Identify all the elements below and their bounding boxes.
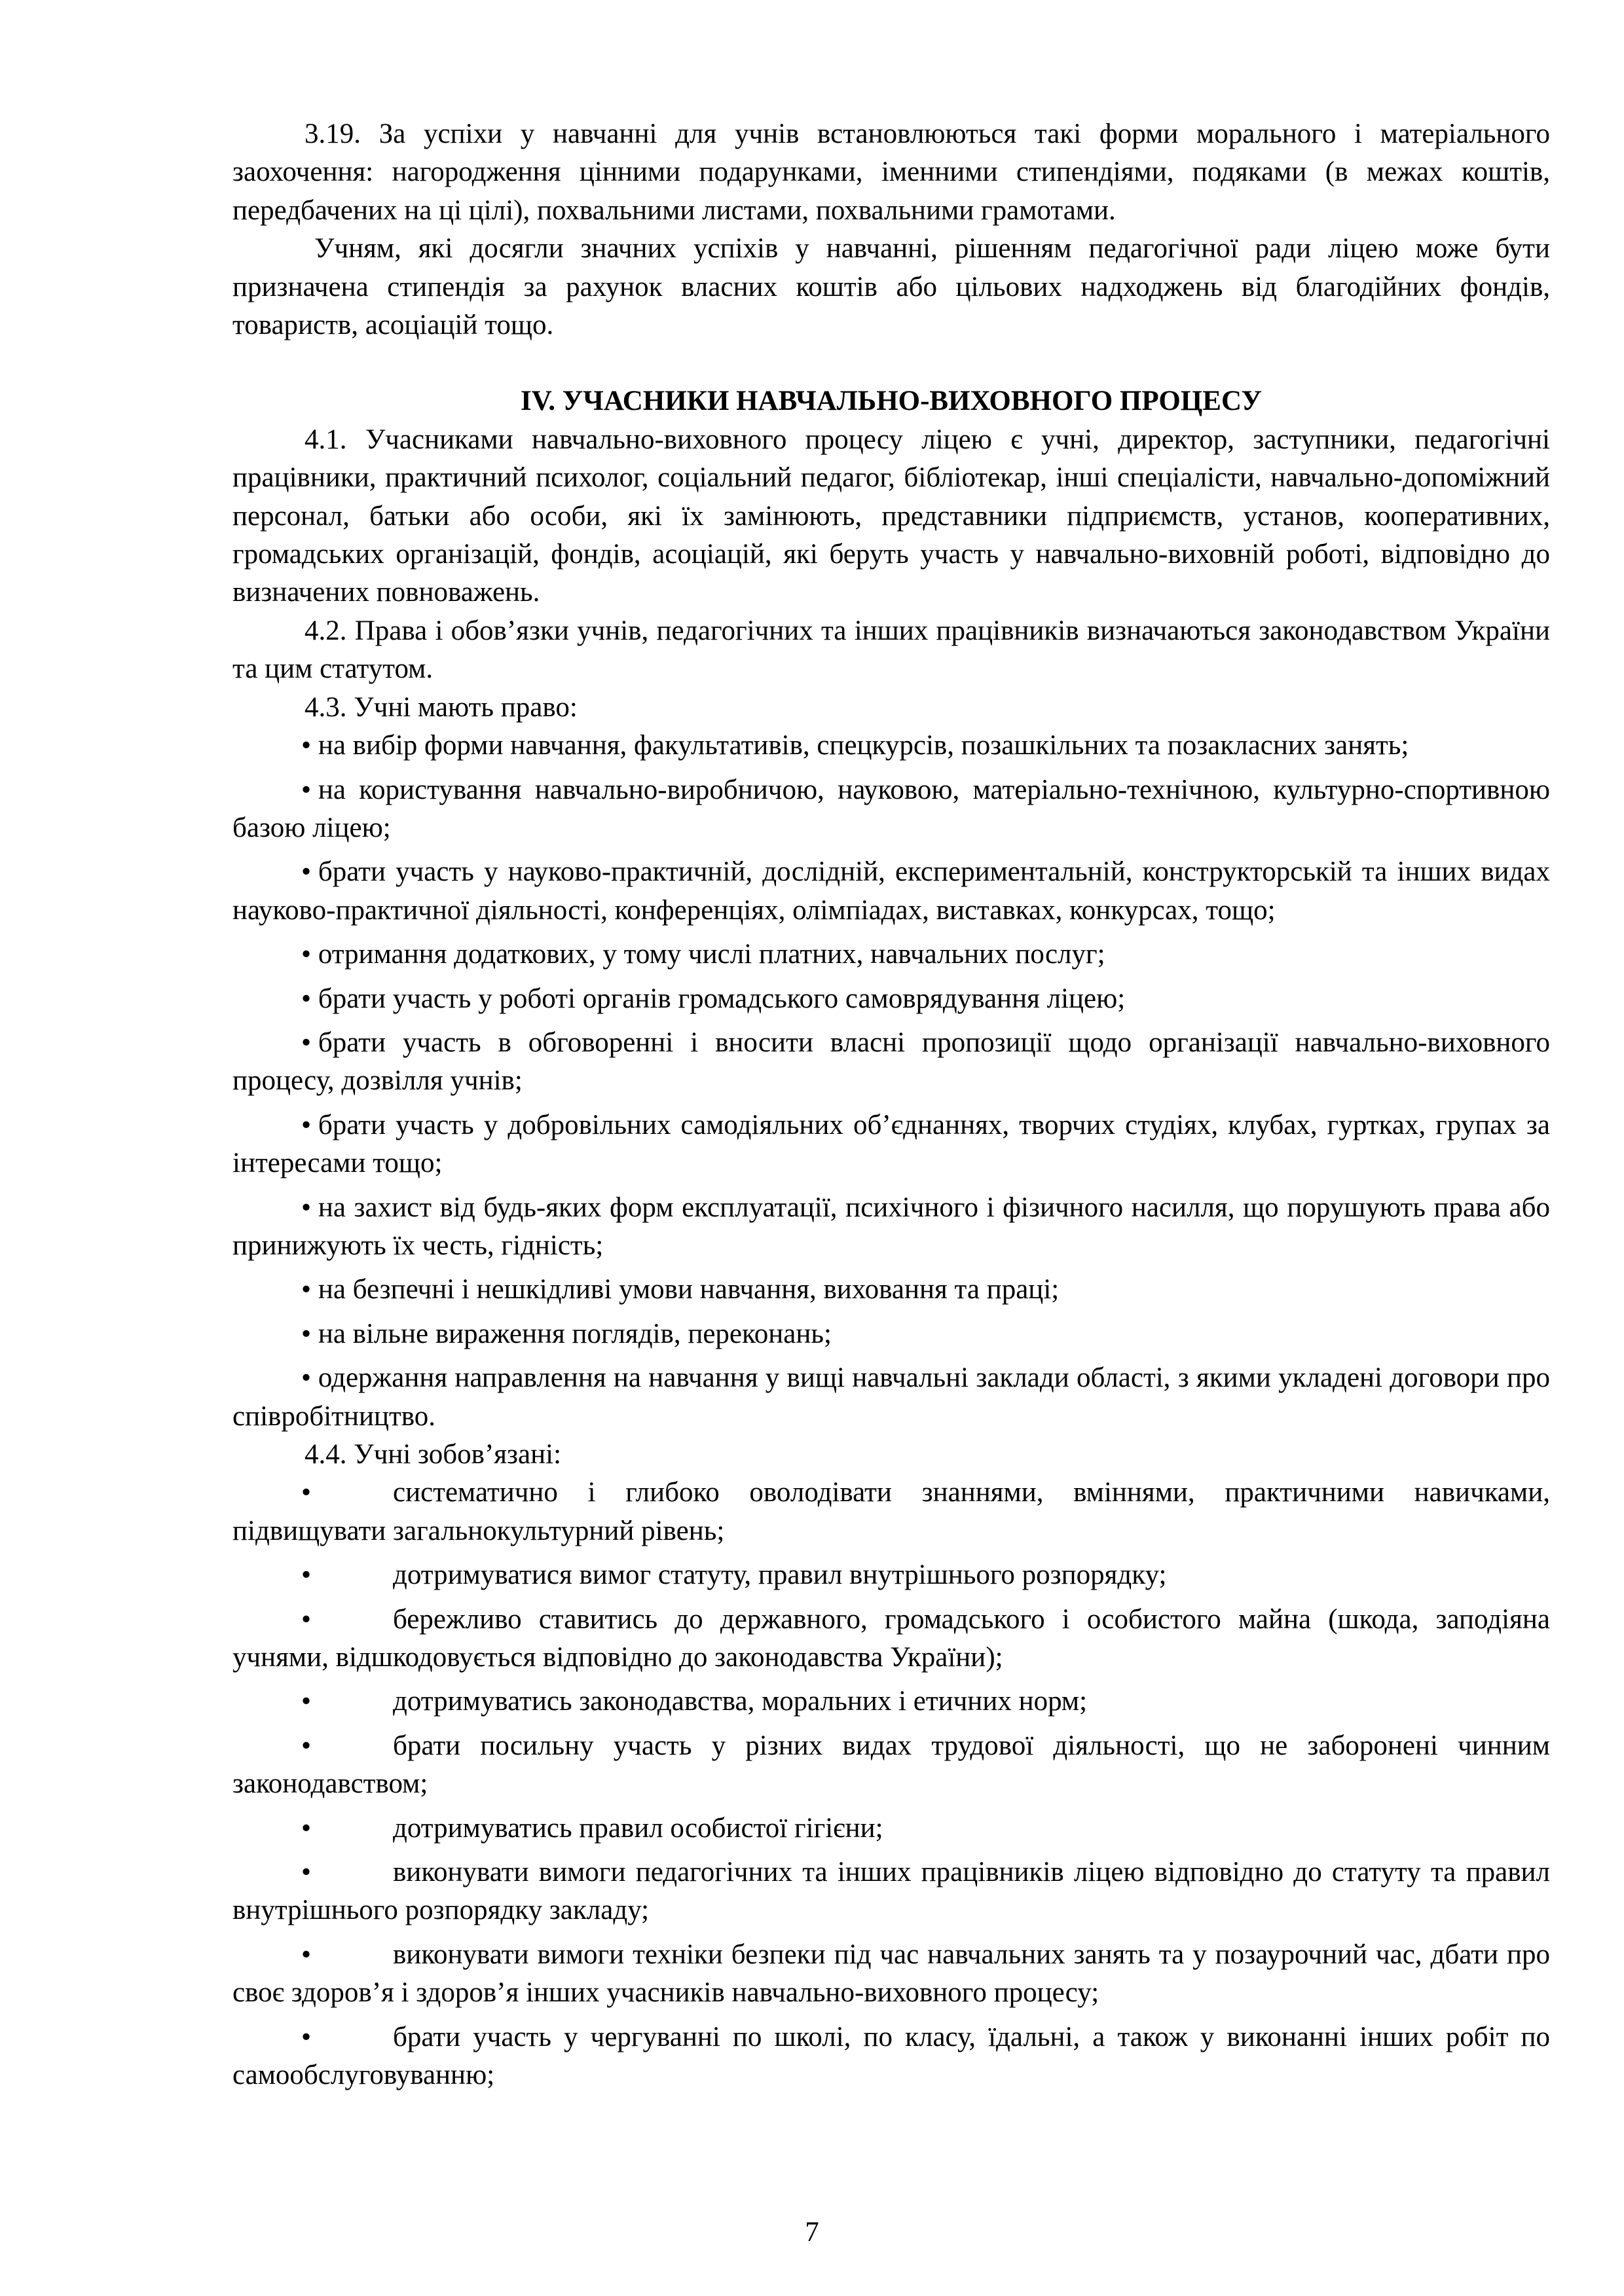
list-item: • на вільне вираження поглядів, переконань; <box>232 1315 1550 1353</box>
bullet-icon: • <box>301 730 318 761</box>
list-item: • виконувати вимоги педагогічних та інших працівників ліцею відповідно до статуту та правил внутрішнього розпорядку закладу; <box>232 1853 1550 1930</box>
list-item: • бережливо ставитись до державного, громадського і особистого майна (шкода, заподіяна учнями, відшкодовується відповідно до законодавства України); <box>232 1601 1550 1677</box>
list-item: • брати участь в обговоренні і вносити власні пропозиції щодо організації навчально-виховного процесу, дозвілля учнів; <box>232 1024 1550 1101</box>
bullet-icon: • <box>301 1603 312 1635</box>
list-item: • на користування навчально-виробничою, науковою, матеріально-технічною, культурно-спортивною базою ліцею; <box>232 771 1550 848</box>
paragraph-3-19: 3.19. За успіхи у навчанні для учнів встановлюються такі форми морального і матеріального заохочення: нагородження цінними подарунками, іменними стипендіями, подяками (в межах коштів, передбачених на ці цілі), похвальними листами, похвальними грамотами. <box>232 118 1550 226</box>
bullet-icon: • <box>301 1559 312 1591</box>
list-item: • отримання додаткових, у тому числі платних, навчальних послуг; <box>232 936 1550 974</box>
bullet-icon: • <box>301 1686 312 1717</box>
list-item: • виконувати вимоги техніки безпеки під час навчальних занять та у позаурочний час, дбати про своє здоров’я і здоров’я інших учасників навчально-виховного процесу; <box>232 1936 1550 2013</box>
bullet-icon: • <box>301 856 318 888</box>
list-item: • систематично і глибоко оволодівати знаннями, вміннями, практичними навичками, підвищувати загальнокультурний рівень; <box>232 1474 1550 1550</box>
paragraph-3-19-scholarship: Учням, які досягли значних успіхів у навчанні, рішенням педагогічної ради ліцею може бути призначена стипендія за рахунок власних коштів або цільових надходжень від благодійних фондів, товариств, асоціацій тощо. <box>232 233 1550 341</box>
document-page <box>232 115 1550 2095</box>
bullet-icon: • <box>301 1027 318 1058</box>
paragraph-4-4: 4.4. Учні зобов’язані: <box>304 1439 562 1470</box>
list-item: • дотримуватись законодавства, моральних і етичних норм; <box>232 1683 1550 1721</box>
bullet-icon: • <box>301 1730 312 1761</box>
rights-list <box>232 727 1550 1436</box>
bullet-icon: • <box>301 1857 312 1888</box>
bullet-icon: • <box>301 1318 318 1349</box>
list-item: • дотримуватися вимог статуту, правил внутрішнього розпорядку; <box>232 1556 1550 1594</box>
paragraph-4-3: 4.3. Учні мають право: <box>304 691 578 723</box>
list-item: • на захист від будь-яких форм експлуатації, психічного і фізичного насилля, що порушують права або принижують їх честь, гідність; <box>232 1189 1550 1266</box>
paragraph-4-2: 4.2. Права і обов’язки учнів, педагогічних та інших працівників визначаються законодавством України та цим статутом. <box>232 615 1550 685</box>
list-item: • одержання направлення на навчання у вищі навчальні заклади області, з якими укладені договори про співробітництво. <box>232 1359 1550 1436</box>
list-item: • брати посильну участь у різних видах трудової діяльності, що не заборонені чинним законодавством; <box>232 1727 1550 1804</box>
list-item: • на безпечні і нешкідливі умови навчання, виховання та праці; <box>232 1271 1550 1309</box>
duties-list <box>232 1474 1550 2094</box>
list-item: • брати участь у чергуванні по школі, по класу, їдальні, а також у виконанні інших робіт по самообслуговуванню; <box>232 2018 1550 2095</box>
bullet-icon: • <box>301 1109 318 1140</box>
list-item: • брати участь у добровільних самодіяльних об’єднаннях, творчих студіях, клубах, гуртках, групах за інтересами тощо; <box>232 1106 1550 1183</box>
paragraph-4-1: 4.1. Учасниками навчально-виховного процесу ліцею є учні, директор, заступники, педагогічні працівники, практичний психолог, соціальний педагог, бібліотекар, інші спеціалісти, навчально-допоміжний персонал, батьки або особи, які їх замінюють, представники підприємств, установ, кооперативних, громадських організацій, фондів, асоціацій, які беруть участь у навчально-виховній роботі, відповідно до визначених повноважень. <box>232 424 1550 608</box>
bullet-icon: • <box>301 2021 312 2052</box>
bullet-icon: • <box>301 1812 312 1844</box>
bullet-icon: • <box>301 1939 312 1970</box>
list-item: • брати участь у роботі органів громадського самоврядування ліцею; <box>232 980 1550 1018</box>
list-item: • дотримуватись правил особистої гігієни; <box>232 1810 1550 1848</box>
bullet-icon: • <box>301 939 318 970</box>
list-item: • на вибір форми навчання, факультативів, спецкурсів, позашкільних та позакласних занять; <box>232 727 1550 765</box>
bullet-icon: • <box>301 774 318 805</box>
section-heading: IV. УЧАСНИКИ НАВЧАЛЬНО-ВИХОВНОГО ПРОЦЕСУ <box>520 386 1262 417</box>
bullet-icon: • <box>301 983 318 1014</box>
bullet-icon: • <box>301 1274 318 1305</box>
bullet-icon: • <box>301 1362 318 1394</box>
list-item: • брати участь у науково-практичній, дослідній, експериментальній, конструкторській та інших видах науково-практичної діяльності, конференціях, олімпіадах, виставках, конкурсах, тощо; <box>232 853 1550 930</box>
bullet-icon: • <box>301 1477 312 1508</box>
page-number: 7 <box>805 2217 819 2248</box>
bullet-icon: • <box>301 1192 318 1223</box>
